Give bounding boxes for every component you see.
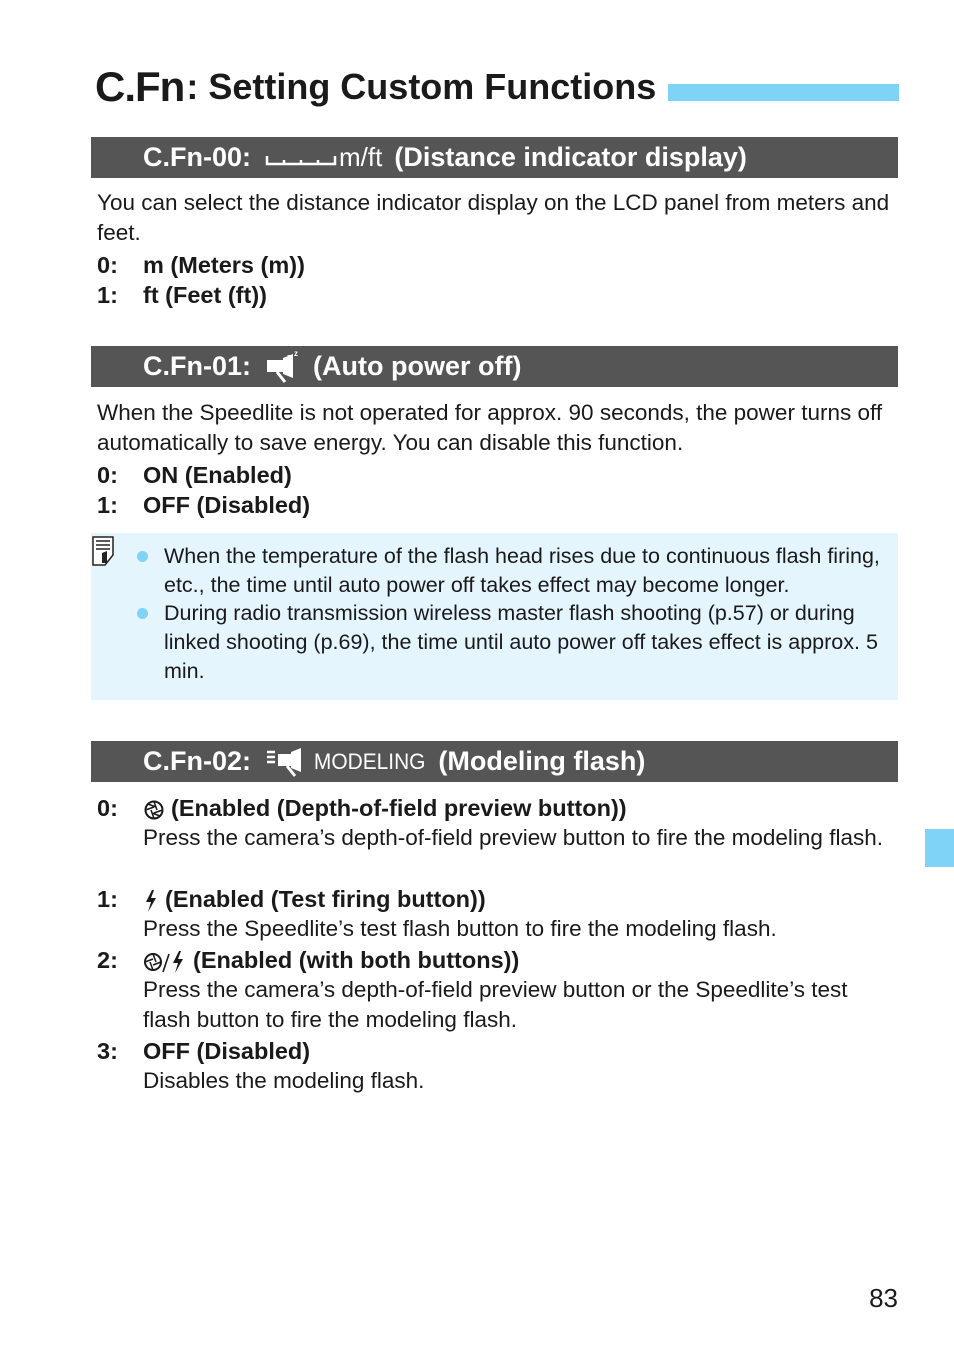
section-header-cfn-02	[91, 741, 898, 782]
bullet-dot	[137, 551, 148, 562]
option-label: ON (Enabled)	[143, 462, 292, 488]
option-number: 0:	[97, 252, 118, 278]
option-item	[97, 280, 267, 310]
option-label: ft (Feet (ft))	[143, 282, 267, 308]
option-number: 0:	[97, 795, 118, 821]
modeling-label: MODELING	[313, 748, 426, 774]
option-label: m (Meters (m))	[143, 252, 305, 278]
option-description: Press the camera’s depth-of-field preview button to fire the modeling flash.	[143, 825, 883, 850]
section-description: When the Speedlite is not operated for approx. 90 seconds, the power turns off automatically to save energy. You can disable this function.	[97, 400, 883, 455]
section-name: (Auto power off)	[313, 351, 522, 381]
section-name: (Modeling flash)	[438, 746, 646, 776]
option-item	[97, 793, 627, 823]
option-description: Press the Speedlite’s test flash button to fire the modeling flash.	[143, 916, 777, 941]
option-description: Disables the modeling flash.	[143, 1068, 425, 1093]
memo-icon	[91, 535, 117, 574]
option-item	[97, 250, 305, 280]
svg-text:z: z	[287, 351, 292, 362]
option-label: (Enabled (Test firing button))	[165, 886, 486, 912]
chapter-tab	[925, 829, 954, 867]
modeling-flash-icon	[265, 746, 438, 778]
section-header-cfn-00	[91, 137, 898, 178]
title-accent-bar	[668, 84, 899, 101]
section-header-cfn-01	[91, 346, 898, 387]
section-name: (Distance indicator display)	[394, 142, 747, 172]
title-text: Setting Custom Functions	[208, 66, 657, 107]
option-label: (Enabled (with both buttons))	[193, 947, 520, 973]
option-number: 1:	[97, 492, 118, 518]
option-label: OFF (Disabled)	[143, 492, 311, 518]
option-item	[97, 490, 310, 520]
option-label: OFF (Disabled)	[143, 1038, 311, 1064]
flash-icon	[143, 889, 159, 913]
title-colon: :	[186, 66, 199, 107]
option-item	[97, 1036, 310, 1066]
option-item	[97, 460, 292, 490]
note-item: When the temperature of the flash head rises due to continuous flash firing, etc., the time until auto power off takes effect may become longer.	[164, 544, 880, 597]
section-description: You can select the distance indicator display on the LCD panel from meters and feet.	[97, 190, 890, 245]
bullet-dot	[137, 608, 148, 619]
section-code: C.Fn-02:	[143, 746, 251, 776]
option-number: 3:	[97, 1038, 118, 1064]
option-number: 2:	[97, 947, 118, 973]
cfn-title-prefix: C.Fn	[95, 63, 185, 110]
note-item: During radio transmission wireless master flash shooting (p.57) or during linked shooting (p.69), the time until auto power off takes effect is approx. 5 min.	[164, 601, 878, 683]
svg-text:z: z	[294, 349, 298, 358]
option-description: Press the camera’s depth-of-field preview button or the Speedlite’s test flash button to fire the modeling flash.	[143, 977, 848, 1032]
option-item	[97, 884, 486, 914]
option-item	[97, 945, 519, 975]
page-title	[95, 62, 656, 112]
dof-and-flash-icon	[143, 950, 187, 974]
distance-indicator-icon	[265, 142, 382, 173]
section-code: C.Fn-00:	[143, 142, 251, 172]
option-number: 1:	[97, 886, 118, 912]
auto-power-off-icon	[265, 350, 301, 384]
option-number: 0:	[97, 462, 118, 488]
depth-of-field-preview-icon	[143, 799, 165, 821]
page-number: 83	[869, 1283, 898, 1313]
section-code: C.Fn-01:	[143, 351, 251, 381]
option-label: (Enabled (Depth-of-field preview button))	[171, 795, 627, 821]
distance-unit-label: m/ft	[339, 142, 383, 172]
option-number: 1:	[97, 282, 118, 308]
